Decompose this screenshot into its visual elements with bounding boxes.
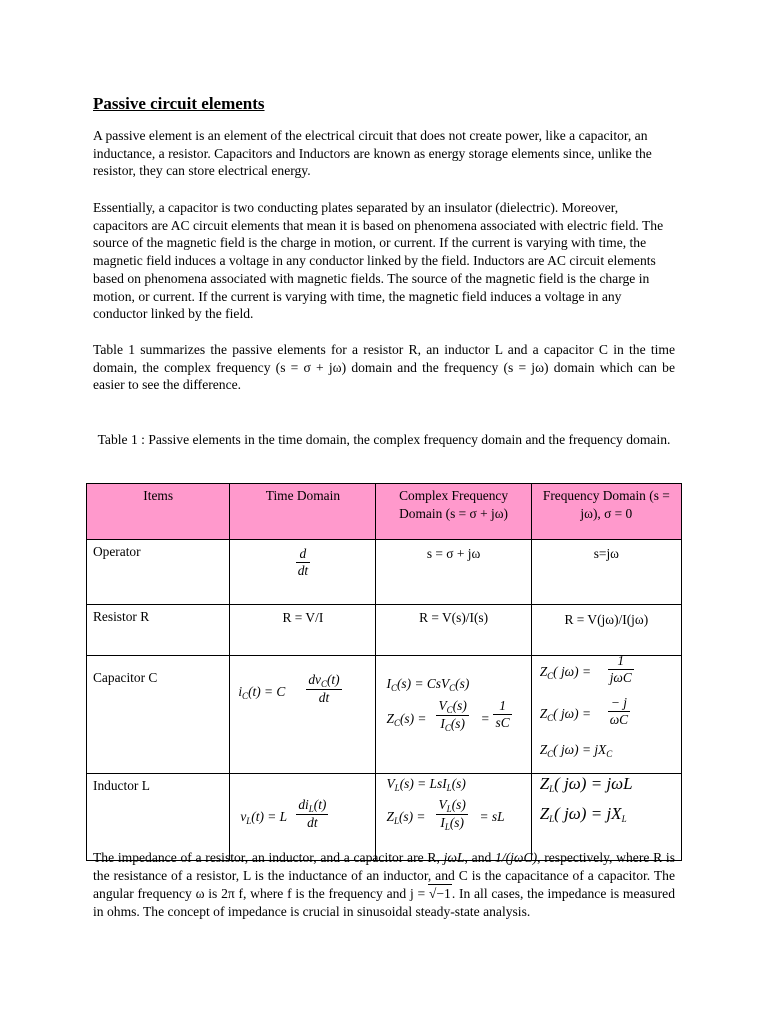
row-label-capacitor: Capacitor C — [87, 656, 230, 774]
paragraph-capacitor-inductor: Essentially, a capacitor is two conducting plates separated by an insulator (dielectric). Moreover, capacitors are AC circuit elements that mean it is based on phenomena associated with electric field. The source of the magnetic field is the charge in motion, or current. If the current is varying with time, the magnetic field induces a voltage in any conductor linked by the field. Inductors are AC circuit elements based on phenomena associated with magnetic fields. The source of the magnetic field is the charge in motion, or current. If the current is varying with time, the magnetic field induces a voltage in any conductor linked by the field. — [93, 200, 664, 322]
capacitor-frequency-equations: $Z_C$( jω) = 1 jωC $Z_C$( jω) = $\frac{- j}{\omega C}$ $Z_C$( $j\omega) = jX_C$ — [539, 653, 632, 759]
passive-elements-table — [86, 483, 682, 861]
capacitor-time-equation: $i_C(t) = C$ $dv_C(t)$ dt — [238, 672, 340, 705]
sqrt-minus-one: √−1 — [428, 886, 451, 902]
table-row-capacitor — [87, 656, 682, 774]
operator-frequency-cell: s=jω — [531, 540, 681, 605]
inductor-frequency-equations: $Z_L$( jω) = jωL $Z_L$( $j\omega) = jX_L$ — [539, 774, 633, 824]
capacitor-complex-equations: $I_C(s) = CsV_C(s)$ $Z_C(s)$ = $\frac{V_C(s)}{I_C(s)}$ = $\frac{1}{sC}$ — [386, 676, 510, 733]
row-label-inductor: Inductor L — [87, 774, 230, 861]
capacitor-frequency-cell — [531, 653, 681, 774]
header-time-domain: Time Domain — [230, 484, 376, 540]
page-title: Passive circuit elements — [93, 94, 265, 113]
table-row-resistor — [87, 605, 682, 656]
inductor-time-cell — [230, 774, 376, 861]
inductor-time-equation: $v_L(t) = L$ $di_L(t)$ dt — [240, 797, 327, 830]
resistor-time-cell: R = V/I — [230, 605, 376, 656]
paragraph-table-summary: Table 1 summarizes the passive elements for a resistor R, an inductor L and a capacitor C in the time domain, the complex frequency (s = σ + jω) domain and the frequency (s = jω) domain which can be easier to see the difference. — [93, 342, 675, 393]
table-caption: Table 1 : Passive elements in the time domain, the complex frequency domain and the frequency domain. — [97, 432, 671, 447]
table-row-inductor — [87, 774, 682, 861]
inductor-complex-cell — [376, 774, 531, 861]
header-complex-frequency: Complex Frequency Domain (s = σ + jω) — [376, 484, 531, 540]
inductor-complex-equations: $V_L(s) = LsI_L(s)$ $Z_L(s)$ = $\frac{V_L(s)}{I_L(s)}$ = sL — [386, 776, 505, 832]
paragraph-intro: A passive element is an element of the electrical circuit that does not create power, like a capacitor, an inductance, a resistor. Capacitors and Inductors are known as energy storage elements since, unlike the resistor, they can store electrical energy. — [93, 128, 652, 179]
resistor-complex-cell: R = V(s)/I(s) — [376, 605, 531, 656]
row-label-operator: Operator — [87, 540, 230, 605]
inductor-frequency-cell — [531, 774, 681, 861]
operator-complex-cell: s = σ + jω — [376, 540, 531, 605]
row-label-resistor: Resistor R — [87, 605, 230, 656]
header-frequency-domain: Frequency Domain (s = jω), σ = 0 — [531, 484, 681, 540]
capacitor-time-cell — [230, 656, 376, 774]
table-row-operator — [87, 540, 682, 605]
paragraph-impedance: The impedance of a resistor, an inductor, and a capacitor are R, jωL, and 1/(jωC), respectively, where R is the resistance of a resistor, L is the inductance of an inductor, and C is the capacitance of a capacitor. The angular frequency ω is 2π f, where f is the frequency and j = √−1. In all cases, the impedance is measured in ohms. The concept of impedance is crucial in sinusoidal steady-state analysis. — [93, 850, 676, 920]
resistor-frequency-cell: R = V(jω)/I(jω) — [531, 605, 681, 656]
capacitor-complex-cell — [376, 656, 531, 774]
derivative-fraction: $\frac{d}{dt}$ — [297, 546, 309, 578]
operator-time-cell — [230, 540, 376, 605]
header-items: Items — [87, 484, 230, 540]
